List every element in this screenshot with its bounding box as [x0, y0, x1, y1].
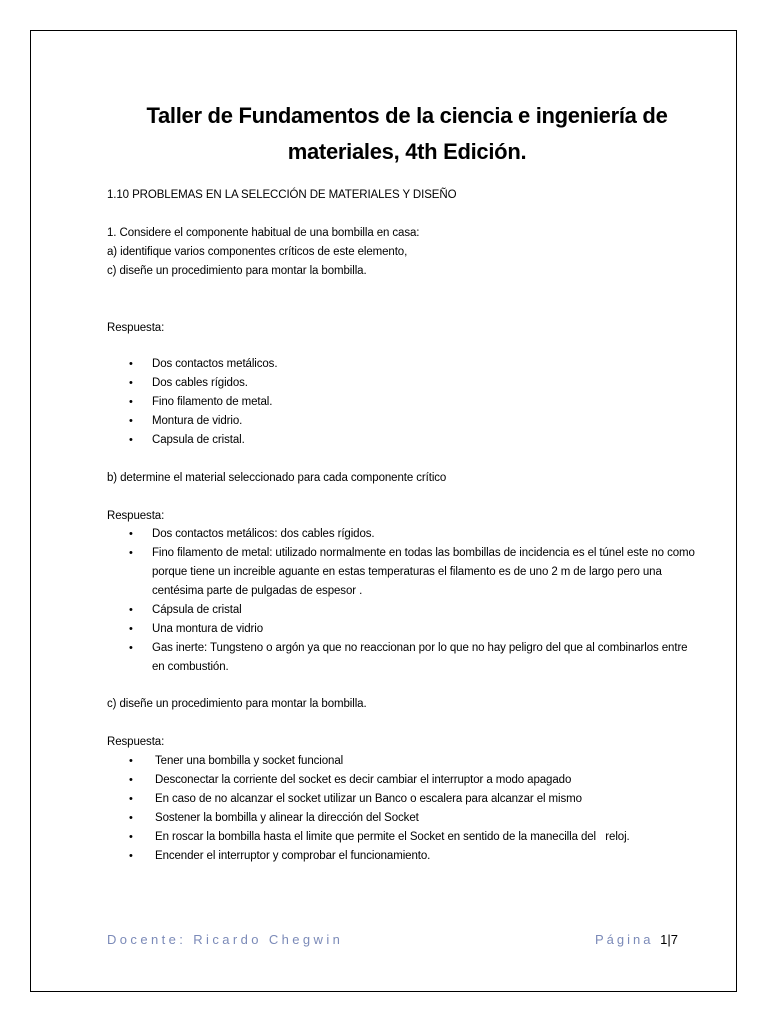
- answer-c-label: Respuesta:: [107, 736, 165, 748]
- bullet-icon: •: [129, 812, 133, 824]
- document-body: [107, 98, 707, 862]
- list-item: • Desconectar la corriente del socket es decir cambiar el interruptor a modo apagado: [107, 771, 707, 790]
- list-item: • Capsula de cristal.: [107, 431, 707, 450]
- list-item: • Fino filamento de metal.: [107, 393, 707, 412]
- bullet-icon: •: [129, 396, 133, 408]
- bullet-icon: •: [129, 831, 133, 843]
- bullet-icon: •: [129, 604, 133, 616]
- list-item: • Fino filamento de metal: utilizado normalmente en todas las bombillas de incidencia es el túnel este no como porque tiene un increible aguante en estas temperaturas el filamento es de uno 2 m de largo pero una centésima parte de pulgadas de espesor .: [107, 544, 697, 601]
- footer-page-number: 1: [660, 932, 668, 947]
- question-c: c) diseñe un procedimiento para montar la bombilla.: [107, 698, 367, 710]
- bullet-icon: •: [129, 755, 133, 767]
- list-item: • Dos cables rígidos.: [107, 374, 707, 393]
- list-item: • Montura de vidrio.: [107, 412, 707, 431]
- list-item: • Dos contactos metálicos.: [107, 355, 707, 374]
- answer-a-list: [107, 355, 707, 450]
- bullet-icon: •: [129, 377, 133, 389]
- list-item: • Sostener la bombilla y alinear la dirección del Socket: [107, 809, 707, 828]
- bullet-icon: •: [129, 415, 133, 427]
- footer-page-label: Página: [595, 932, 654, 947]
- list-item: • En caso de no alcanzar el socket utilizar un Banco o escalera para alcanzar el mismo: [107, 790, 707, 809]
- bullet-icon: •: [129, 623, 133, 635]
- footer-page-info: [595, 932, 678, 947]
- list-item: • En roscar la bombilla hasta el limite que permite el Socket en sentido de la manecilla del reloj.: [107, 828, 707, 847]
- question-line-3: c) diseñe un procedimiento para montar la bombilla.: [107, 265, 367, 277]
- question-b: b) determine el material seleccionado para cada componente crítico: [107, 472, 447, 484]
- question-line-2: a) identifique varios componentes críticos de este elemento,: [107, 246, 408, 258]
- question-line-1: 1. Considere el componente habitual de una bombilla en casa:: [107, 227, 420, 239]
- bullet-icon: •: [129, 642, 133, 654]
- bullet-icon: •: [129, 793, 133, 805]
- answer-a-label: Respuesta:: [107, 322, 165, 334]
- bullet-icon: •: [129, 774, 133, 786]
- list-item: • Una montura de vidrio: [107, 620, 707, 639]
- footer-separator: |: [667, 932, 671, 947]
- section-heading: 1.10 PROBLEMAS EN LA SELECCIÓN DE MATERIALES Y DISEÑO: [107, 189, 457, 201]
- list-item: • Cápsula de cristal: [107, 601, 707, 620]
- list-item: • Tener una bombilla y socket funcional: [107, 752, 707, 771]
- bullet-icon: •: [129, 850, 133, 862]
- bullet-icon: •: [129, 358, 133, 370]
- answer-b-list: [107, 525, 707, 677]
- answer-b-label: Respuesta:: [107, 510, 165, 522]
- answer-c-list: [107, 752, 707, 866]
- footer-page-total: 7: [670, 932, 678, 947]
- document-title: Taller de Fundamentos de la ciencia e ingeniería de materiales, 4th Edición.: [146, 103, 668, 164]
- list-item: • Gas inerte: Tungsteno o argón ya que no reaccionan por lo que no hay peligro del que al combinarlos entre en combustión.: [107, 639, 697, 677]
- list-item: • Dos contactos metálicos: dos cables rígidos.: [107, 525, 707, 544]
- footer-author: Docente: Ricardo Chegwin: [107, 932, 344, 947]
- list-item: • Encender el interruptor y comprobar el funcionamiento.: [107, 847, 707, 866]
- bullet-icon: •: [129, 528, 133, 540]
- bullet-icon: •: [129, 434, 133, 446]
- bullet-icon: •: [129, 547, 133, 559]
